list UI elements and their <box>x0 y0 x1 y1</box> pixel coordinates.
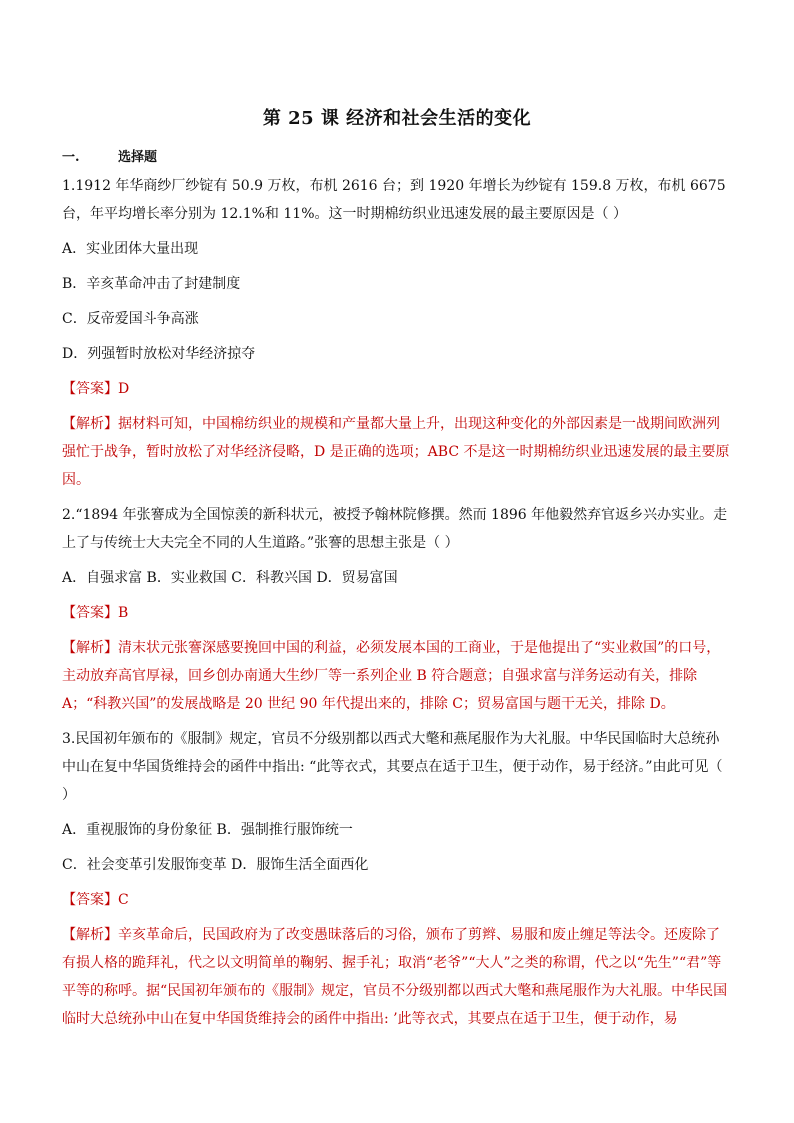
answer-value: B <box>118 605 129 621</box>
section-label: 选择题 <box>118 150 158 165</box>
question-1-option-c: C．反帝爱国斗争高涨 <box>62 311 199 327</box>
analysis-text: 据材料可知，中国棉纺织业的规模和产量都大量上升，出现这种变化的外部因素是一战期间欧洲列强忙于战争，暂时放松了对华经济侵略，D 是正确的选项；ABC 不是这一时期棉纺织业迅速发展的最主要原因。 <box>62 416 730 488</box>
question-1-option-d: D．列强暂时放松对华经济掠夺 <box>62 346 256 362</box>
question-1-option-b: B．辛亥革命冲击了封建制度 <box>62 276 241 292</box>
question-1-option-a: A．实业团体大量出现 <box>62 241 199 257</box>
analysis-text: 辛亥革命后，民国政府为了改变愚昧落后的习俗，颁布了剪辫、易服和废止缠足等法令。还废除了有损人格的跪拜礼，代之以文明简单的鞠躬、握手礼；取消“老爷”“大人”之类的称谓，代之以“先生”“君”等平等的称呼。据“民国初年颁布的《服制》规定，官员不分级别都以西式大氅和燕尾服作为大礼服。中华民国临时大总统孙中山在复中华国货维持会的函件中指出: ’此等衣式，其要点在适于卫生，便于动作，易 <box>62 927 728 1027</box>
question-1-stem: 1.1912 年华商纱厂纱锭有 50.9 万枚，布机 2616 台；到 1920 年增长为纱锭有 159.8 万枚，布机 6675 台，年平均增长率分别为 12.1%和 11%。这一时期棉纺织业迅速发展的最主要原因是（ ） <box>62 178 726 222</box>
answer-tag: 【答案】 <box>62 381 118 397</box>
answer-value: C <box>118 892 129 908</box>
section-heading <box>62 146 157 165</box>
section-number: 一. <box>62 150 80 165</box>
answer-value: D <box>118 381 130 397</box>
analysis-tag: 【解析】 <box>62 416 118 432</box>
question-2-stem: 2.“1894 年张謇成为全国惊羡的新科状元，被授予翰林院修撰。然而 1896 年他毅然弃官返乡兴办实业。走上了与传统士大夫完全不同的人生道路。”张謇的思想主张是（ ） <box>62 507 728 551</box>
question-1-analysis <box>62 410 732 494</box>
question-3-options-cd: C．社会变革引发服饰变革 D．服饰生活全面西化 <box>62 857 369 873</box>
question-2-options: A．自强求富 B．实业救国 C．科教兴国 D．贸易富国 <box>62 570 398 586</box>
question-1-answer <box>62 375 732 403</box>
question-3-analysis <box>62 921 732 1033</box>
question-3-options-ab: A．重视服饰的身份象征 B．强制推行服饰统一 <box>62 822 353 838</box>
page-title: 第 25 课 经济和社会生活的变化 <box>262 108 532 129</box>
analysis-tag: 【解析】 <box>62 640 118 656</box>
question-content <box>62 172 732 1040</box>
answer-tag: 【答案】 <box>62 892 118 908</box>
analysis-tag: 【解析】 <box>62 927 118 943</box>
answer-tag: 【答案】 <box>62 605 118 621</box>
question-3-answer <box>62 886 732 914</box>
analysis-text: 清末状元张謇深感要挽回中国的利益，必须发展本国的工商业，于是他提出了“实业救国”的口号，主动放弃高官厚禄，回乡创办南通大生纱厂等一系列企业 B 符合题意；自强求富与洋务运动有关，排除 A；“科教兴国”的发展战略是 20 世纪 90 年代提出来的，排除 C；贸易富国与题干无关，排除 D。 <box>62 640 721 712</box>
question-2-answer <box>62 599 732 627</box>
question-3-stem: 3.民国初年颁布的《服制》规定，官员不分级别都以西式大氅和燕尾服作为大礼服。中华民国临时大总统孙中山在复中华国货维持会的函件中指出: “此等衣式，其要点在适于卫生，便于动作，易于经济。”由此可见（ ） <box>62 731 723 803</box>
question-2-analysis <box>62 634 732 718</box>
